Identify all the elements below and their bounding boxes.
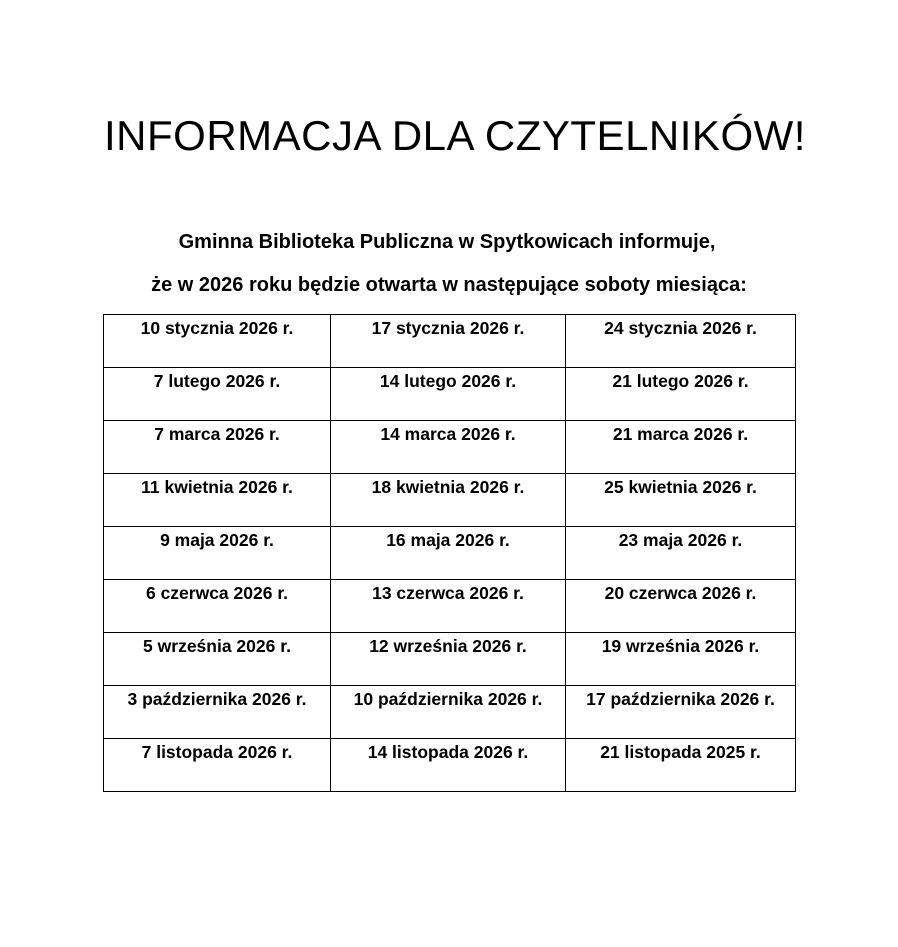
date-cell xyxy=(566,474,796,527)
date-cell xyxy=(104,580,331,633)
date-text: 17 października 2026 r. xyxy=(586,689,775,709)
date-text: 7 lutego 2026 r. xyxy=(153,371,281,391)
date-text: 5 września 2026 r. xyxy=(143,636,291,656)
table-row xyxy=(104,527,796,580)
date-text: 18 kwietnia 2026 r. xyxy=(371,477,525,497)
date-text: 21 lutego 2026 r. xyxy=(612,371,749,391)
date-cell xyxy=(331,633,566,686)
date-cell xyxy=(331,474,566,527)
date-text: 17 stycznia 2026 r. xyxy=(371,318,525,338)
date-cell xyxy=(566,315,796,368)
date-cell xyxy=(566,368,796,421)
date-cell xyxy=(566,580,796,633)
table-row xyxy=(104,421,796,474)
date-cell xyxy=(566,686,796,739)
page-title: INFORMACJA DLA CZYTELNIKÓW! xyxy=(104,112,806,159)
date-cell xyxy=(331,580,566,633)
date-cell xyxy=(331,686,566,739)
date-text: 14 marca 2026 r. xyxy=(380,424,516,444)
date-text: 23 maja 2026 r. xyxy=(618,530,743,550)
date-text: 10 stycznia 2026 r. xyxy=(140,318,294,338)
date-text: 14 lutego 2026 r. xyxy=(379,371,517,391)
date-cell xyxy=(104,686,331,739)
date-cell xyxy=(104,421,331,474)
table-row xyxy=(104,368,796,421)
date-cell xyxy=(566,633,796,686)
date-text: 21 listopada 2025 r. xyxy=(600,742,761,762)
date-cell xyxy=(104,527,331,580)
date-cell xyxy=(331,527,566,580)
date-cell xyxy=(331,739,566,792)
date-text: 9 maja 2026 r. xyxy=(160,530,274,550)
date-cell xyxy=(566,527,796,580)
date-text: 7 marca 2026 r. xyxy=(154,424,280,444)
table-row xyxy=(104,315,796,368)
date-text: 13 czerwca 2026 r. xyxy=(372,583,524,603)
date-text: 19 września 2026 r. xyxy=(601,636,760,656)
table-row xyxy=(104,739,796,792)
intro-line-1: Gminna Biblioteka Publiczna w Spytkowicach informuje, xyxy=(178,231,716,253)
date-cell xyxy=(104,633,331,686)
date-cell xyxy=(331,368,566,421)
date-cell xyxy=(566,421,796,474)
date-text: 20 czerwca 2026 r. xyxy=(604,583,757,603)
saturday-dates-table xyxy=(103,314,796,792)
date-text: 6 czerwca 2026 r. xyxy=(145,583,289,603)
date-text: 24 stycznia 2026 r. xyxy=(604,318,757,338)
date-cell xyxy=(104,315,331,368)
table-row xyxy=(104,580,796,633)
table-row xyxy=(104,633,796,686)
date-cell xyxy=(104,474,331,527)
date-cell xyxy=(566,739,796,792)
date-text: 16 maja 2026 r. xyxy=(386,530,510,550)
date-cell xyxy=(104,739,331,792)
date-text: 14 listopada 2026 r. xyxy=(367,742,529,762)
date-text: 3 października 2026 r. xyxy=(127,689,307,709)
date-text: 25 kwietnia 2026 r. xyxy=(604,477,757,497)
intro-line-2: że w 2026 roku będzie otwarta w następujące soboty miesiąca: xyxy=(151,274,747,296)
table-row xyxy=(104,686,796,739)
date-text: 12 września 2026 r. xyxy=(369,636,527,656)
date-text: 7 listopada 2026 r. xyxy=(141,742,293,762)
date-cell xyxy=(104,368,331,421)
date-text: 11 kwietnia 2026 r. xyxy=(141,477,293,497)
date-text: 10 października 2026 r. xyxy=(353,689,543,709)
date-text: 21 marca 2026 r. xyxy=(612,424,749,444)
table-row xyxy=(104,474,796,527)
date-cell xyxy=(331,421,566,474)
date-cell xyxy=(331,315,566,368)
